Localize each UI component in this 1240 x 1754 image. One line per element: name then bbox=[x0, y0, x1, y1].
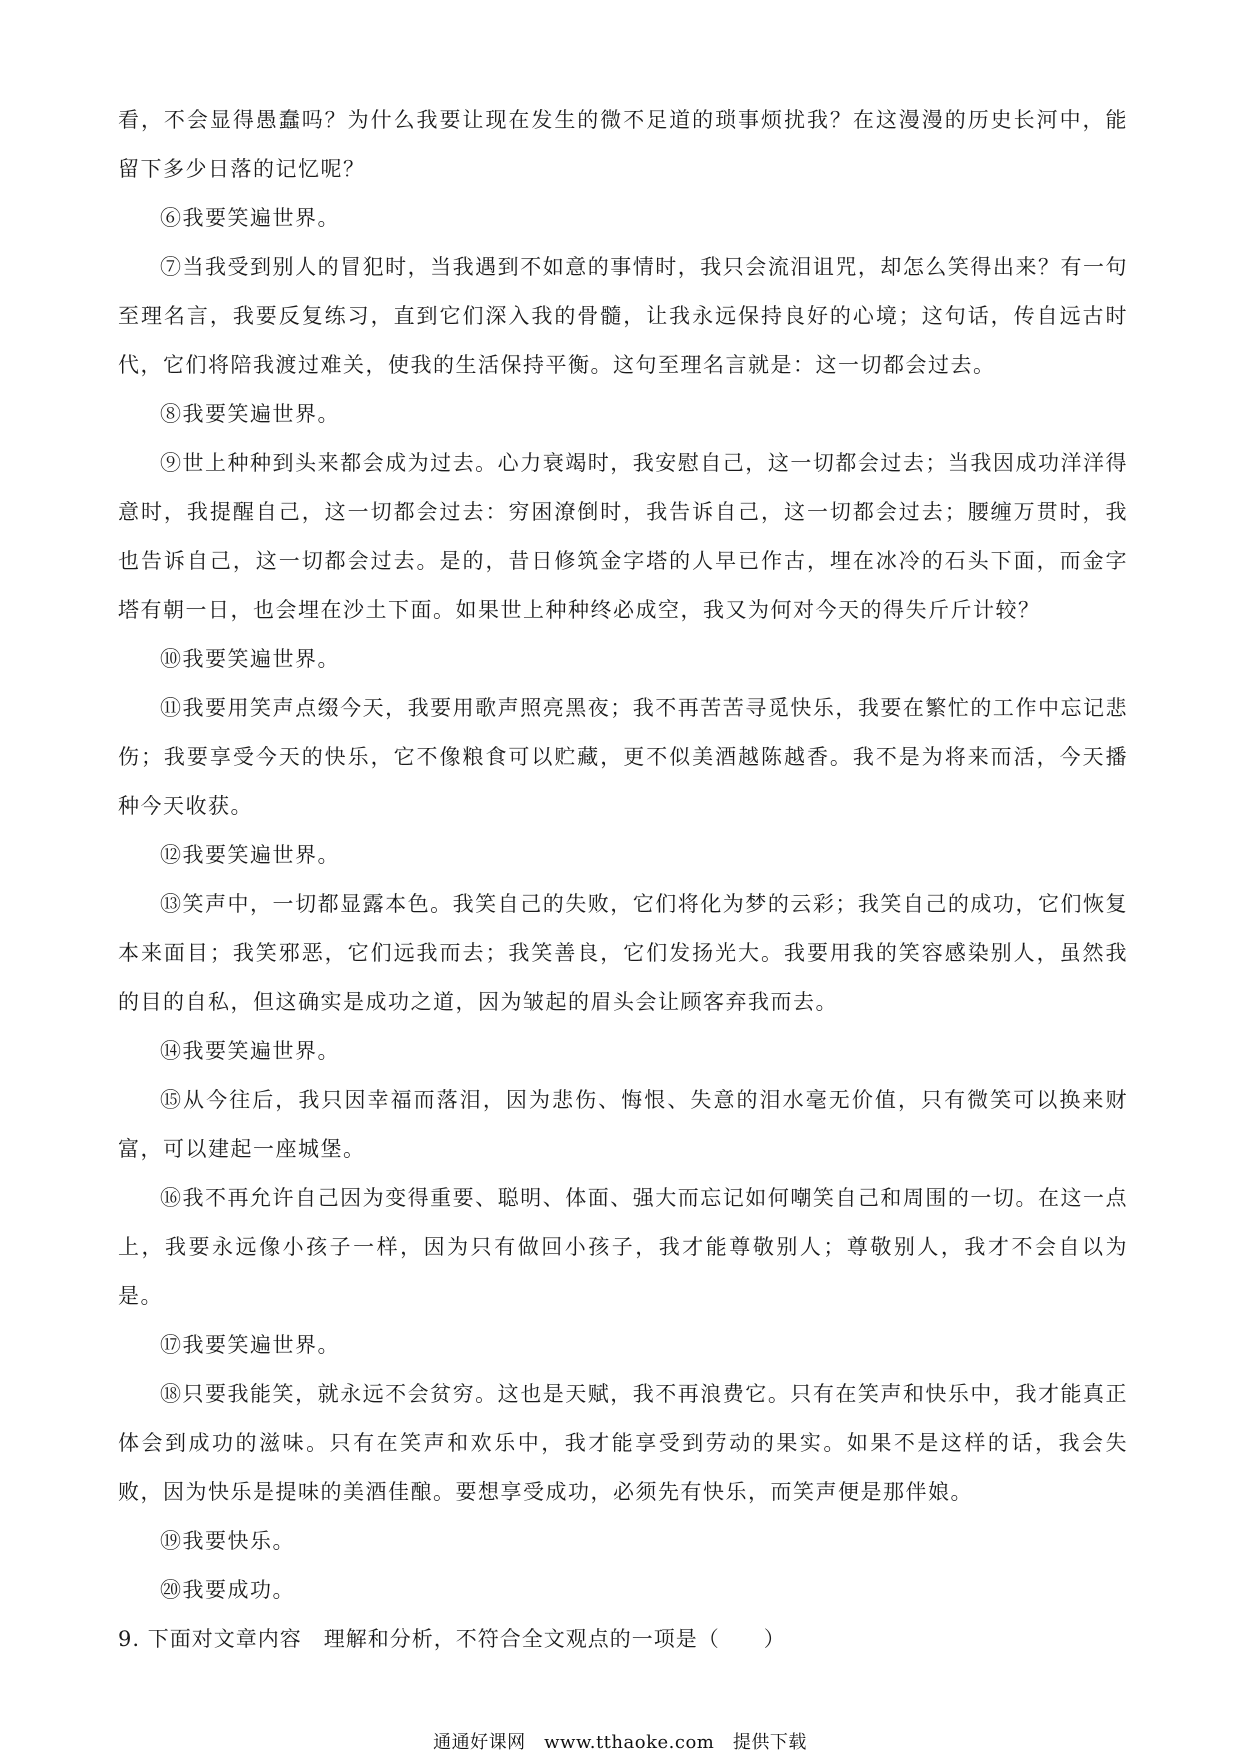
paragraph-17: ⑰我要笑遍世界。 bbox=[160, 1333, 340, 1357]
paragraph-11: ⑪我要用笑声点缀今天，我要用歌声照亮黑夜；我不再苦苦寻觅快乐，我要在繁忙的工作中忘记悲伤；我要享受今天的快乐，它不像粮食可以贮藏，更不似美酒越陈越香。我不是为将来而活，今天播种今天收获。 bbox=[118, 696, 1128, 818]
page-footer: 通通好课网 www.tthaoke.com 提供下载 bbox=[433, 1732, 807, 1753]
paragraph-9: ⑨世上种种到头来都会成为过去。心力衰竭时，我安慰自己，这一切都会过去；当我因成功洋洋得意时，我提醒自己，这一切都会过去：穷困潦倒时，我告诉自己，这一切都会过去；腰缠万贯时，我也告诉自己，这一切都会过去。是的，昔日修筑金字塔的人早已作古，埋在冰冷的石头下面，而金字塔有朝一日，也会埋在沙土下面。如果世上种种终必成空，我又为何对今天的得失斤斤计较？ bbox=[118, 451, 1128, 622]
paragraph-13: ⑬笑声中，一切都显露本色。我笑自己的失败，它们将化为梦的云彩；我笑自己的成功，它们恢复本来面目；我笑邪恶，它们远我而去；我笑善良，它们发扬光大。我要用我的笑容感染别人，虽然我的目的自私，但这确实是成功之道，因为皱起的眉头会让顾客弃我而去。 bbox=[118, 892, 1128, 1014]
paragraph-12: ⑫我要笑遍世界。 bbox=[160, 843, 340, 867]
paragraph-7: ⑦当我受到别人的冒犯时，当我遇到不如意的事情时，我只会流泪诅咒，却怎么笑得出来？有一句至理名言，我要反复练习，直到它们深入我的骨髓，让我永远保持良好的心境；这句话，传自远古时代，它们将陪我渡过难关，使我的生活保持平衡。这句至理名言就是：这一切都会过去。 bbox=[118, 255, 1128, 377]
paragraph-continuation: 看，不会显得愚蠢吗？为什么我要让现在发生的微不足道的琐事烦扰我？在这漫漫的历史长河中，能留下多少日落的记忆呢？ bbox=[118, 108, 1128, 181]
paragraph-15: ⑮从今往后，我只因幸福而落泪，因为悲伤、悔恨、失意的泪水毫无价值，只有微笑可以换来财富，可以建起一座城堡。 bbox=[118, 1088, 1128, 1161]
paragraph-18: ⑱只要我能笑，就永远不会贫穷。这也是天赋，我不再浪费它。只有在笑声和快乐中，我才能真正体会到成功的滋味。只有在笑声和欢乐中，我才能享受到劳动的果实。如果不是这样的话，我会失败，因为快乐是提味的美酒佳酿。要想享受成功，必须先有快乐，而笑声便是那伴娘。 bbox=[118, 1382, 1128, 1504]
paragraph-10: ⑩我要笑遍世界。 bbox=[160, 647, 340, 671]
paragraph-14: ⑭我要笑遍世界。 bbox=[160, 1039, 340, 1063]
question-9: 9. 下面对文章内容 理解和分析，不符合全文观点的一项是（ ） bbox=[118, 1627, 786, 1651]
paragraph-20: ⑳我要成功。 bbox=[160, 1578, 295, 1602]
paragraph-6: ⑥我要笑遍世界。 bbox=[160, 206, 340, 230]
paragraph-19: ⑲我要快乐。 bbox=[160, 1529, 295, 1553]
paragraph-8: ⑧我要笑遍世界。 bbox=[160, 402, 340, 426]
paragraph-16: ⑯我不再允许自己因为变得重要、聪明、体面、强大而忘记如何嘲笑自己和周围的一切。在这一点上，我要永远像小孩子一样，因为只有做回小孩子，我才能尊敬别人；尊敬别人，我才不会自以为是。 bbox=[118, 1186, 1128, 1308]
article-body bbox=[118, 96, 1128, 1664]
